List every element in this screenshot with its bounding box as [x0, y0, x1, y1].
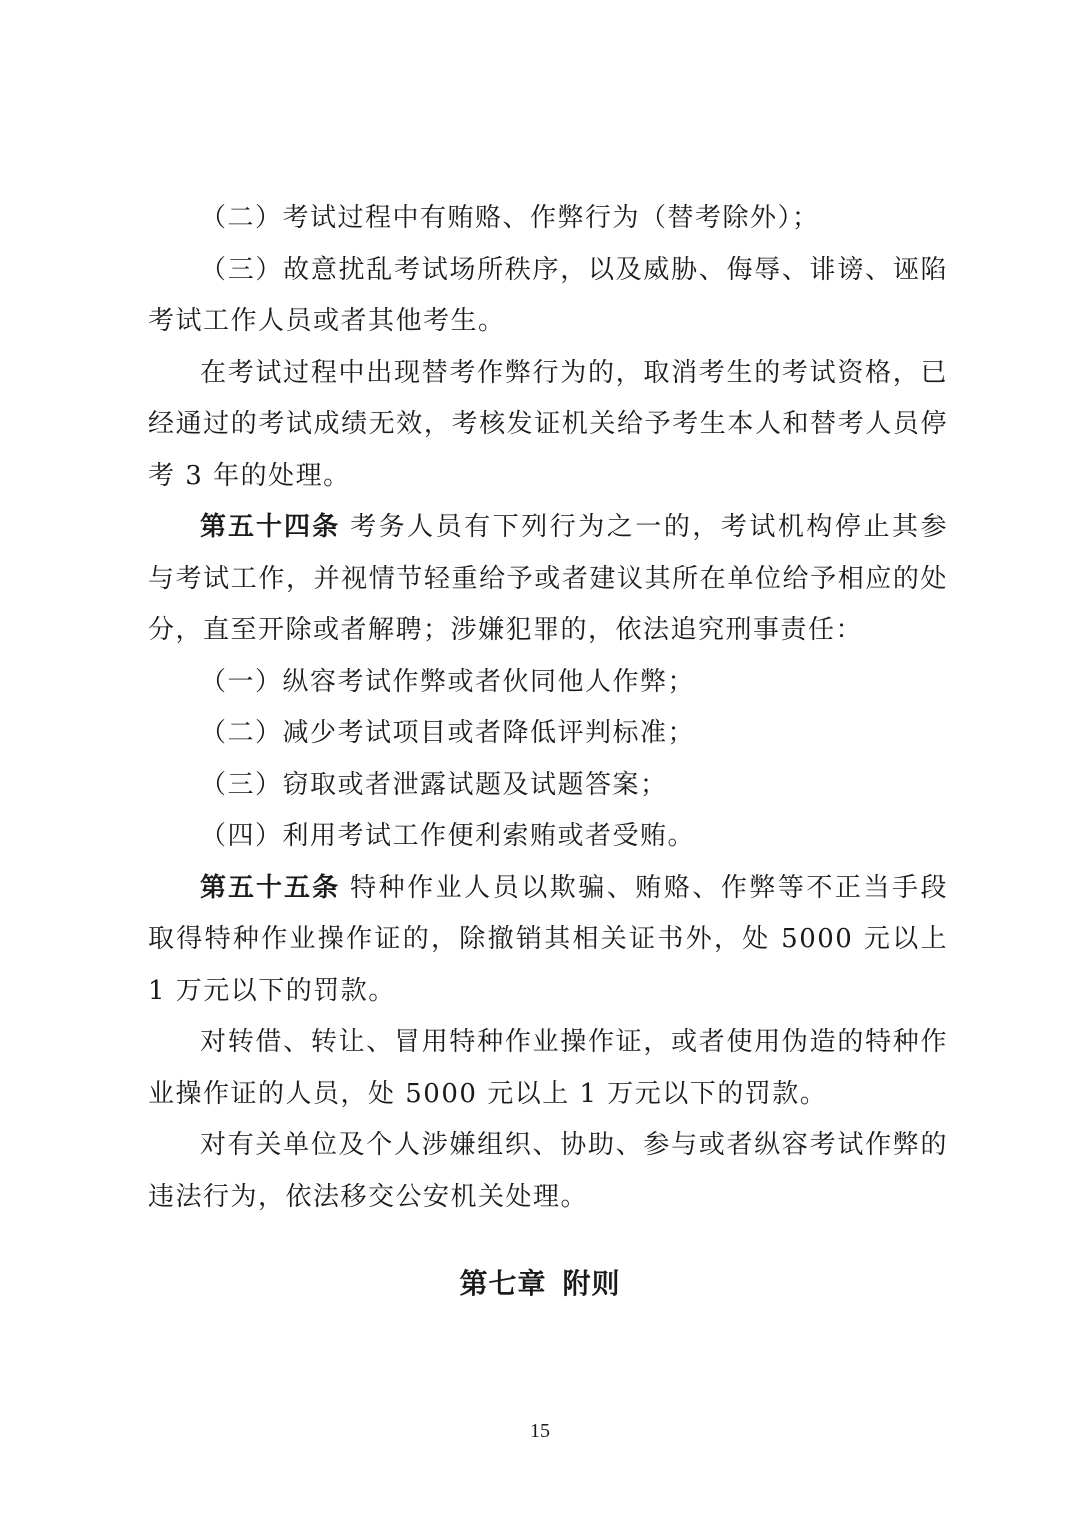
- paragraph-text: （三）故意扰乱考试场所秩序，以及威胁、侮辱、诽谤、诬陷考试工作人员或者其他考生。: [148, 254, 948, 336]
- paragraph: [148, 760, 948, 812]
- page-number: 15: [530, 1420, 550, 1442]
- article-number: 第五十五条: [200, 872, 341, 903]
- paragraph-text: （四）利用考试工作便利索贿或者受贿。: [200, 821, 696, 851]
- paragraph: [148, 811, 948, 863]
- paragraph-text: （二）考试过程中有贿赂、作弊行为（替考除外）；: [200, 203, 820, 233]
- chapter-heading: [0, 1262, 1080, 1302]
- paragraph-text: 对转借、转让、冒用特种作业操作证，或者使用伪造的特种作业操作证的人员，处 5000 元以上 1 万元以下的罚款。: [148, 1027, 948, 1109]
- paragraph: [148, 657, 948, 709]
- article-paragraph: [148, 863, 948, 1018]
- paragraph: [148, 193, 948, 245]
- paragraph-text: 在考试过程中出现替考作弊行为的，取消考生的考试资格，已经通过的考试成绩无效，考核发证机关给予考生本人和替考人员停考 3 年的处理。: [148, 357, 948, 491]
- article-number: 第五十四条: [200, 512, 341, 542]
- paragraph: [148, 348, 948, 503]
- paragraph: [148, 1120, 948, 1223]
- paragraph-text: （三）窃取或者泄露试题及试题答案；: [200, 769, 668, 800]
- paragraph: [148, 1017, 948, 1120]
- paragraph-text: （一）纵容考试作弊或者伙同他人作弊；: [200, 666, 696, 697]
- paragraph-text: 考务人员有下列行为之一的，考试机构停止其参与考试工作，并视情节轻重给予或者建议其所在单位给予相应的处分，直至开除或者解聘；涉嫌犯罪的，依法追究刑事责任：: [148, 512, 948, 645]
- document-body: [148, 193, 948, 1223]
- article-paragraph: [148, 502, 948, 657]
- chapter-title: 附则: [562, 1267, 621, 1300]
- paragraph-text: （二）减少考试项目或者降低评判标准；: [200, 718, 696, 748]
- paragraph-text: 对有关单位及个人涉嫌组织、协助、参与或者纵容考试作弊的违法行为，依法移交公安机关处理。: [148, 1130, 948, 1212]
- paragraph-text: 特种作业人员以欺骗、贿赂、作弊等不正当手段取得特种作业操作证的，除撤销其相关证书外，处 5000 元以上 1 万元以下的罚款。: [148, 872, 948, 1006]
- paragraph: [148, 245, 948, 348]
- paragraph: [148, 708, 948, 760]
- chapter-number: 第七章: [459, 1267, 547, 1300]
